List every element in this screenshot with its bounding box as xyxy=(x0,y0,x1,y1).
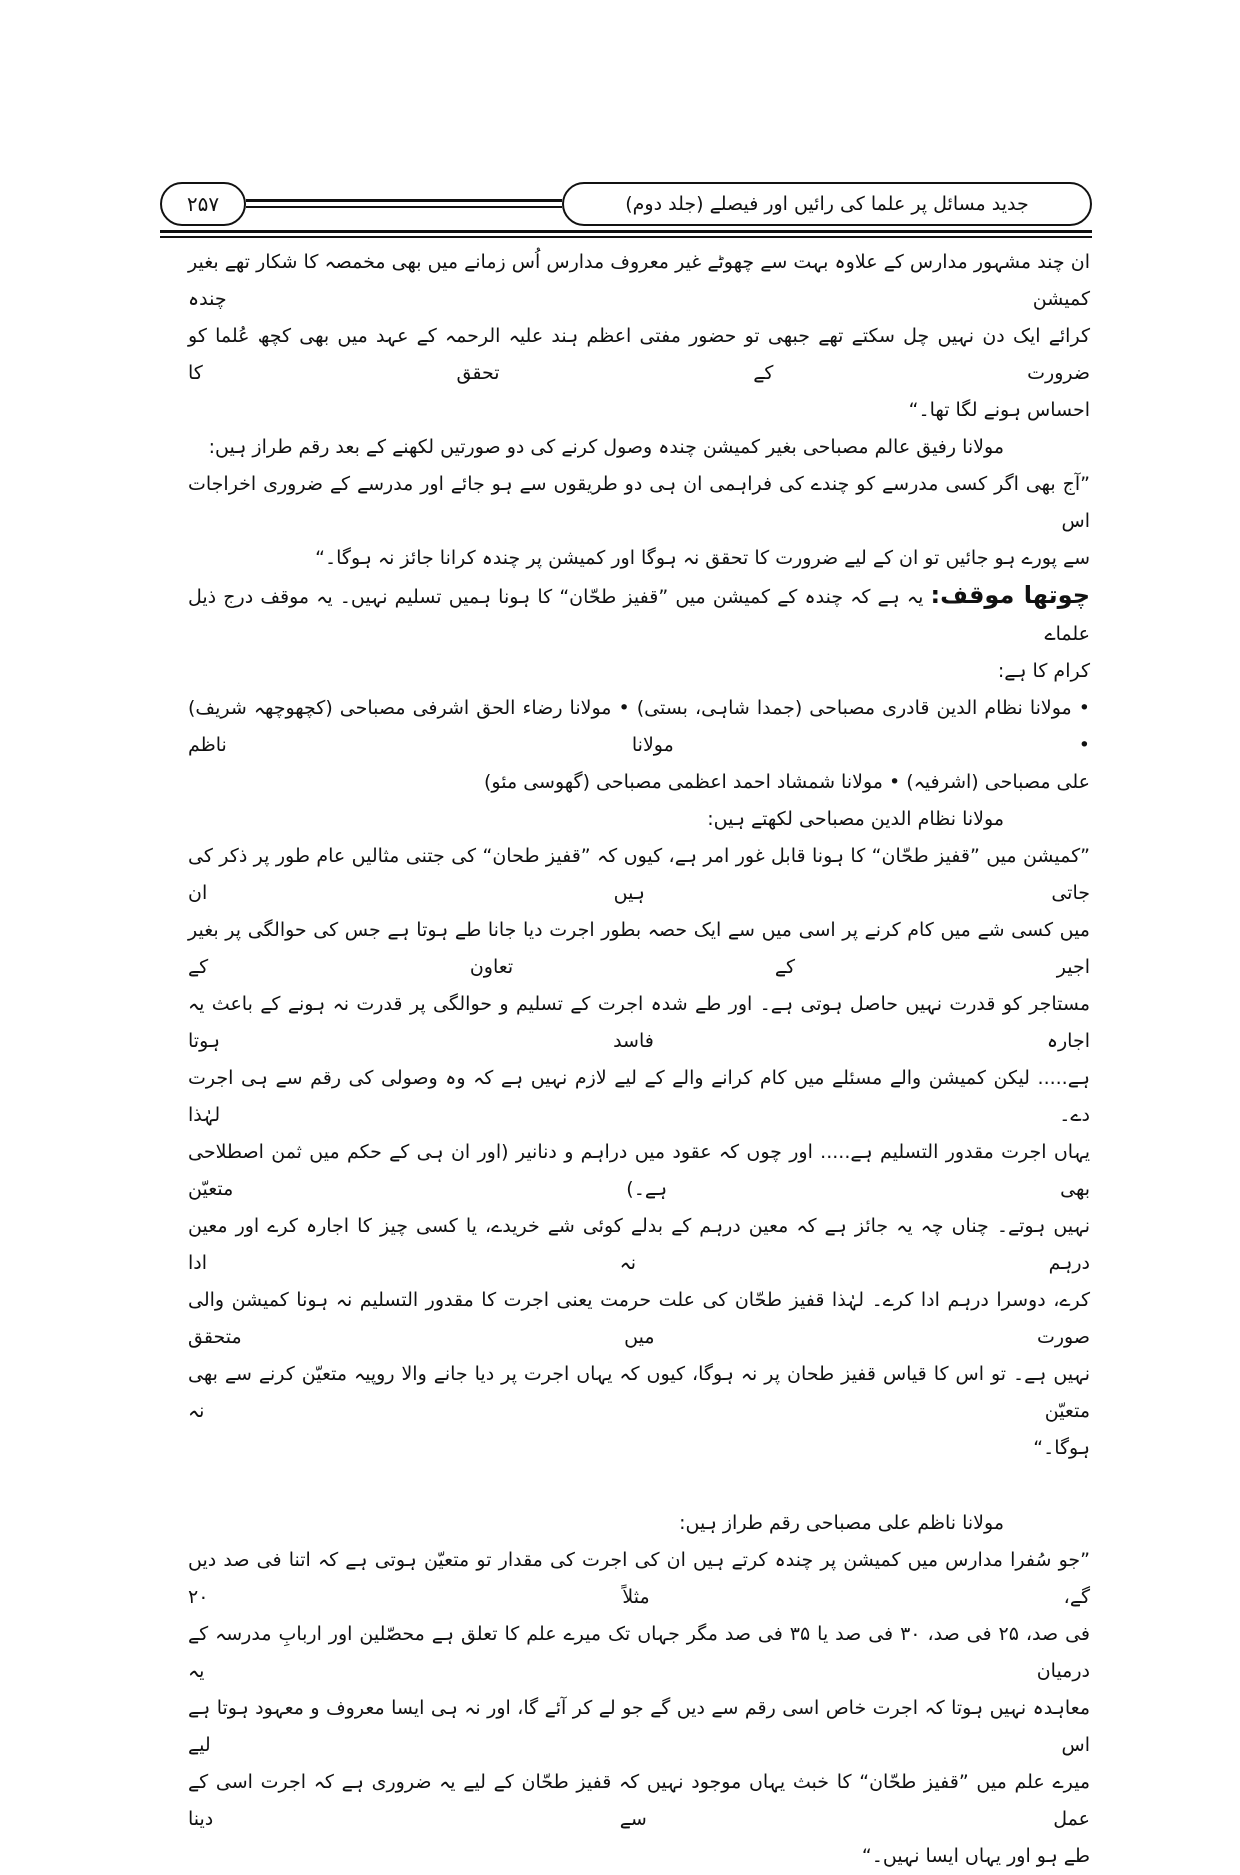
text-line: احساس ہونے لگا تھا۔“ xyxy=(908,399,1090,421)
text-line: ”جو سُفرا مدارس میں کمیشن پر چندہ کرتے ہیں ان کی اجرت کی مقدار تو متعیّن ہوتی ہے کہ اتنا فی صد دیں گے، مثلاً ۲۰ xyxy=(188,1549,1090,1608)
text-line: سے پورے ہو جائیں تو ان کے لیے ضرورت کا تحقق نہ ہوگا اور کمیشن پر چندہ کرانا جائز نہ ہوگا۔“ xyxy=(315,547,1090,569)
heading-text: یہ ہے کہ چندہ کے کمیشن میں ”قفیز طحّان“ کا ہونا ہمیں تسلیم نہیں۔ یہ موقف درج ذیل علماے xyxy=(188,586,1090,645)
text-line: مولانا رفیق عالم مصباحی بغیر کمیشن چندہ وصول کرنے کی دو صورتیں لکھنے کے بعد رقم طراز ہیں: xyxy=(208,436,1004,458)
text-line: طے ہو اور یہاں ایسا نہیں۔“ xyxy=(861,1845,1090,1867)
text-line: مستاجر کو قدرت نہیں حاصل ہوتی ہے۔ اور طے شدہ اجرت کے تسلیم و حوالگی پر قدرت نہ ہونے کے باعث یہ اجارہ فاسد ہوتا xyxy=(188,993,1090,1052)
text-line: ”آج بھی اگر کسی مدرسے کو چندے کی فراہمی ان ہی دو طریقوں سے ہو جائے اور مدرسے کے ضروری اخراجات اس xyxy=(188,473,1090,532)
text-line: نہیں ہے۔ تو اس کا قیاس قفیز طحان پر نہ ہوگا، کیوں کہ یہاں اجرت پر دیا جانے والا روپیہ متعیّن کرنے سے بھی متعیّن نہ xyxy=(188,1363,1090,1422)
page-number: ۲۵۷ xyxy=(186,192,220,216)
text-line: ہوگا۔“ xyxy=(1033,1437,1090,1459)
body-text xyxy=(188,244,1090,1875)
header-rule xyxy=(160,236,1092,238)
header-rule xyxy=(246,206,562,208)
heading-line xyxy=(188,577,1090,653)
text-line: علی مصباحی (اشرفیہ) • مولانا شمشاد احمد اعظمی مصباحی (گھوسی مئو) xyxy=(484,771,1090,793)
text-line: ہے..... لیکن کمیشن والے مسئلے میں کام کرانے والے کے لیے لازم نہیں ہے کہ وہ وصولی کی رقم سے ہی اجرت دے۔ لہٰذا xyxy=(188,1067,1090,1126)
text-line: یہاں اجرت مقدور التسلیم ہے..... اور چوں کہ عقود میں دراہم و دنانیر (اور ان ہی کے حکم میں ثمن اصطلاحی بھی ہے۔) متعیّن xyxy=(188,1141,1090,1200)
text-line: ان چند مشہور مدارس کے علاوہ بہت سے چھوٹے غیر معروف مدارس اُس زمانے میں بھی مخمصہ کا شکار تھے بغیر کمیشن چندہ xyxy=(188,251,1090,310)
text-line: ”کمیشن میں ”قفیز طحّان“ کا ہونا قابل غور امر ہے، کیوں کہ ”قفیز طحان“ کی جتنی مثالیں عام طور پر ذکر کی جاتی ہیں ان xyxy=(188,845,1090,904)
header-rule xyxy=(246,199,562,202)
text-line: کرام کا ہے: xyxy=(997,660,1090,682)
text-line: فی صد، ۲۵ فی صد، ۳۰ فی صد یا ۳۵ فی صد مگر جہاں تک میرے علم کا تعلق ہے محصّلین اور اربابِ مدرسہ کے درمیان یہ xyxy=(188,1623,1090,1682)
text-line: میں کسی شے میں کام کرنے پر اسی میں سے ایک حصہ بطور اجرت دیا جانا طے ہوتا ہے جس کی حوالگی پر بغیر اجیر کے تعاون کے xyxy=(188,919,1090,978)
text-line: نہیں ہوتے۔ چناں چہ یہ جائز ہے کہ معین درہم کے بدلے کوئی شے خریدے، یا کسی چیز کا اجارہ کرے اور معین درہم نہ ادا xyxy=(188,1215,1090,1274)
page-number-box xyxy=(160,182,246,226)
text-line: مولانا ناظم علی مصباحی رقم طراز ہیں: xyxy=(679,1512,1004,1534)
header-rule xyxy=(160,230,1092,233)
text-line: مولانا نظام الدین مصباحی لکھتے ہیں: xyxy=(707,808,1004,830)
running-header-title xyxy=(562,182,1092,226)
text-line: کرائے ایک دن نہیں چل سکتے تھے جبھی تو حضور مفتی اعظم ہند علیہ الرحمہ کے عہد میں بھی کچھ عُلما کو ضرورت کے تحقق کا xyxy=(188,325,1090,384)
text-line: کرے، دوسرا درہم ادا کرے۔ لہٰذا قفیز طحّان کی علت حرمت یعنی اجرت کا مقدور التسلیم نہ ہونا کمیشن والی صورت میں متحقق xyxy=(188,1289,1090,1348)
text-line: • مولانا نظام الدین قادری مصباحی (جمدا شاہی، بستی) • مولانا رضاء الحق اشرفی مصباحی (کچھوچھہ شریف) • مولانا ناظم xyxy=(188,697,1090,756)
text-line: معاہدہ نہیں ہوتا کہ اجرت خاص اسی رقم سے دیں گے جو لے کر آئے گا، اور نہ ہی ایسا معروف و معہود ہوتا ہے اس لیے xyxy=(188,1697,1090,1756)
text-line: میرے علم میں ”قفیز طحّان“ کا خبث یہاں موجود نہیں کہ قفیز طحّان کے لیے یہ ضروری ہے کہ اجرت اسی کے عمل سے دینا xyxy=(188,1771,1090,1830)
book-title: جدید مسائل پر علما کی رائیں اور فیصلے (جلد دوم) xyxy=(625,193,1029,215)
section-heading: چوتھا موقف: xyxy=(930,581,1090,609)
